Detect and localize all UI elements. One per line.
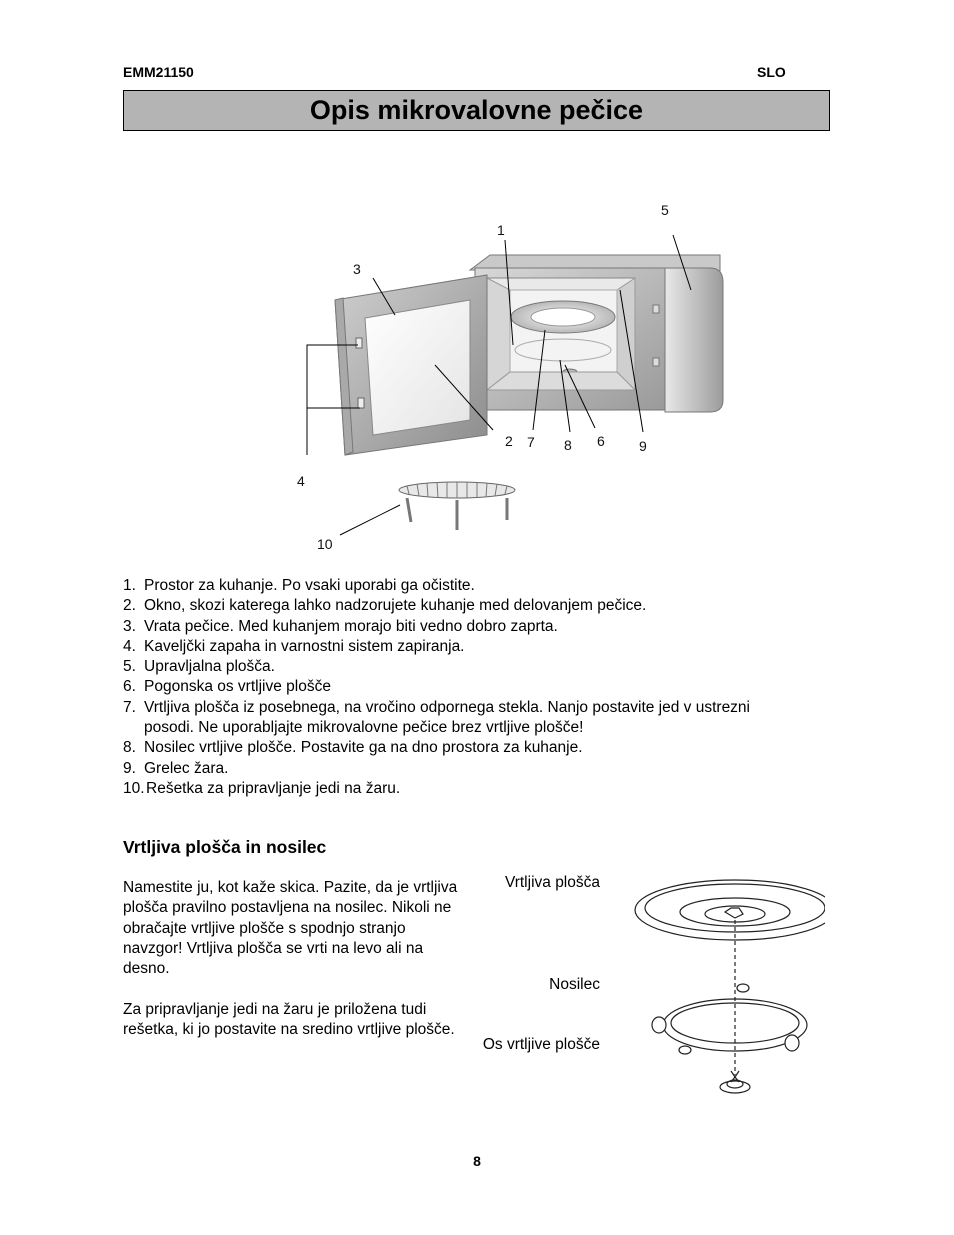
microwave-diagram bbox=[225, 150, 730, 580]
label-turntable: Vrtljiva plošča bbox=[504, 874, 600, 891]
list-item: 8. Nosilec vrtljive plošče. Postavite ga na dno prostora za kuhanje. bbox=[123, 739, 583, 757]
list-item: 10. Rešetka za pripravljanje jedi na žaru. bbox=[123, 779, 401, 797]
language-code: SLO bbox=[757, 64, 786, 80]
list-item: 9. Grelec žara. bbox=[123, 759, 229, 777]
control-panel bbox=[665, 268, 723, 412]
label-axis: Os vrtljive plošče bbox=[482, 1036, 600, 1053]
paragraph-grill-rack: Za pripravljanje jedi na žaru je priložena tudi rešetka, ki jo postavite na sredino vrtljive plošče. bbox=[123, 1001, 455, 1039]
callout-6: 6 bbox=[597, 433, 605, 449]
callout-5: 5 bbox=[661, 202, 669, 218]
list-item: 2. Okno, skozi katerega lahko nadzorujete kuhanje med delovanjem pečice. bbox=[123, 597, 647, 615]
callout-3: 3 bbox=[353, 261, 361, 277]
list-item: 7. Vrtljiva plošča iz posebnega, na vročino odpornega stekla. Nanjo postavite jed v ustrezni posodi. Ne uporabljajte mikrovalovne pečice brez vrtljive plošče! bbox=[123, 698, 750, 737]
callout-4: 4 bbox=[297, 473, 305, 489]
label-support: Nosilec bbox=[549, 976, 600, 993]
grill-rack bbox=[399, 482, 515, 530]
list-item: 6. Pogonska os vrtljive plošče bbox=[123, 678, 331, 696]
turntable-plate bbox=[635, 880, 825, 940]
model-number: EMM21150 bbox=[123, 64, 194, 80]
door-hook-upper bbox=[356, 338, 362, 348]
callout-9: 9 bbox=[639, 438, 647, 454]
callout-2: 2 bbox=[505, 433, 513, 449]
drive-axis bbox=[720, 1077, 750, 1093]
callout-1: 1 bbox=[497, 222, 505, 238]
door-window bbox=[365, 300, 470, 435]
list-item: 1. Prostor za kuhanje. Po vsaki uporabi ga očistite. bbox=[123, 577, 475, 594]
door-hook-lower bbox=[358, 398, 364, 408]
list-item: 5. Upravljalna plošča. bbox=[123, 658, 275, 676]
page-title: Opis mikrovalovne pečice bbox=[123, 90, 830, 131]
section-heading: Vrtljiva plošča in nosilec bbox=[123, 837, 327, 857]
callout-7: 7 bbox=[527, 434, 535, 450]
turntable-illustration bbox=[625, 870, 825, 1100]
callout-8: 8 bbox=[564, 437, 572, 453]
page-number: 8 bbox=[473, 1153, 481, 1169]
list-item: 4. Kaveljčki zapaha in varnostni sistem zapiranja. bbox=[123, 637, 465, 655]
callout-10: 10 bbox=[317, 536, 333, 552]
parts-list bbox=[123, 576, 803, 799]
list-item: 3. Vrata pečice. Med kuhanjem morajo biti vedno dobro zaprta. bbox=[123, 617, 558, 635]
roller-support bbox=[652, 984, 807, 1054]
paragraph-placement: Namestite ju, kot kaže skica. Pazite, da je vrtljiva plošča pravilno postavljena na nosilec. Nikoli ne obračajte vrtljive plošče s spodnjo stranjo navzgor! Vrtljiva plošča se vrti na levo ali na desno. bbox=[123, 879, 458, 978]
